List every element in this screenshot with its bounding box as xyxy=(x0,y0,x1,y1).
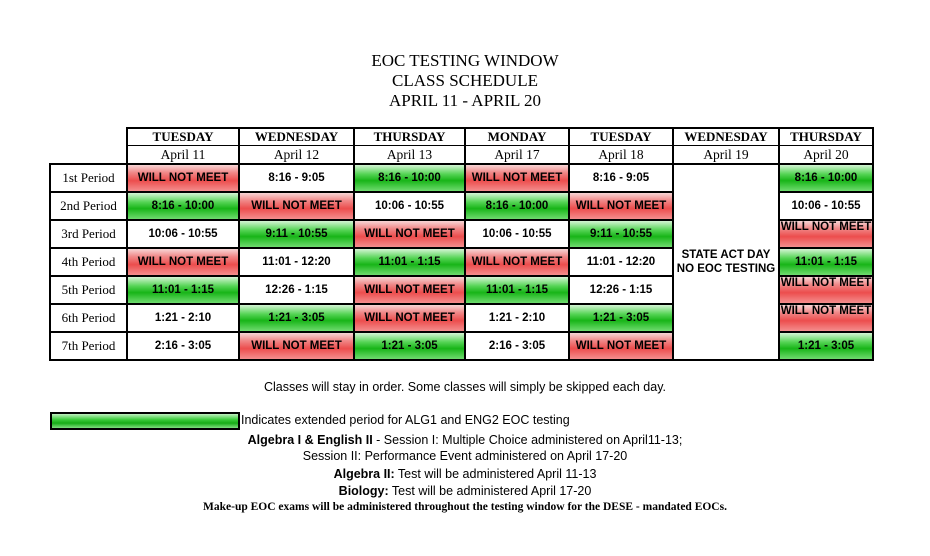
info-line-alg2 xyxy=(0,466,930,482)
schedule-cell: 9:11 - 10:55 xyxy=(569,220,673,248)
schedule-cell: WILL NOT MEET xyxy=(239,332,354,360)
schedule-cell: 8:16 - 10:00 xyxy=(127,192,239,220)
period-label: 2nd Period xyxy=(50,192,127,220)
date-header: April 12 xyxy=(239,146,354,165)
schedule-cell: WILL NOT MEET xyxy=(465,248,569,276)
info-text: Test will be administered April 11-13 xyxy=(394,467,597,481)
schedule-cell: 11:01 - 1:15 xyxy=(779,248,873,276)
schedule-cell: 11:01 - 12:20 xyxy=(569,248,673,276)
schedule-cell xyxy=(779,220,873,248)
schedule-cell: 10:06 - 10:55 xyxy=(465,220,569,248)
date-header: April 13 xyxy=(354,146,465,165)
day-header: TUESDAY xyxy=(569,128,673,146)
info-line-biology xyxy=(0,483,930,499)
corner-cell xyxy=(50,146,127,165)
schedule-cell: WILL NOT MEET xyxy=(354,304,465,332)
date-header-row xyxy=(50,146,873,165)
date-header: April 19 xyxy=(673,146,779,165)
date-header: April 11 xyxy=(127,146,239,165)
schedule-cell: 8:16 - 10:00 xyxy=(465,192,569,220)
period-label: 4th Period xyxy=(50,248,127,276)
day-header: WEDNESDAY xyxy=(239,128,354,146)
footer-note: Make-up EOC exams will be administered throughout the testing window for the DESE - mandated EOCs. xyxy=(203,501,727,513)
period-label: 3rd Period xyxy=(50,220,127,248)
schedule-cell: 8:16 - 10:00 xyxy=(779,164,873,192)
info-label: Algebra I & English II xyxy=(247,433,373,447)
day-header-row xyxy=(50,128,873,146)
title-line-3: APRIL 11 - APRIL 20 xyxy=(388,91,542,110)
schedule-cell: 8:16 - 9:05 xyxy=(569,164,673,192)
day-header: TUESDAY xyxy=(127,128,239,146)
cell-text: WILL NOT MEET xyxy=(780,277,872,289)
state-act-day-cell xyxy=(673,164,779,360)
schedule-cell: 1:21 - 3:05 xyxy=(569,304,673,332)
schedule-cell xyxy=(779,276,873,304)
schedule-cell: 10:06 - 10:55 xyxy=(354,192,465,220)
date-header: April 17 xyxy=(465,146,569,165)
schedule-cell: 8:16 - 10:00 xyxy=(354,164,465,192)
schedule-note: Classes will stay in order. Some classes will simply be skipped each day. xyxy=(263,380,666,394)
schedule-cell: WILL NOT MEET xyxy=(127,248,239,276)
cell-text: WILL NOT MEET xyxy=(780,221,872,233)
info-text: Test will be administered April 17-20 xyxy=(388,484,592,498)
title-line-2: CLASS SCHEDULE xyxy=(392,71,538,90)
period-label: 7th Period xyxy=(50,332,127,360)
period-row xyxy=(50,164,873,192)
info-line-alg1-eng2 xyxy=(0,432,930,448)
date-header: April 18 xyxy=(569,146,673,165)
schedule-cell: 11:01 - 1:15 xyxy=(127,276,239,304)
schedule-cell: 11:01 - 12:20 xyxy=(239,248,354,276)
legend-swatch-green xyxy=(50,412,240,430)
cell-text: WILL NOT MEET xyxy=(780,305,872,317)
info-text: - Session I: Multiple Choice administered on April11-13; xyxy=(372,433,683,447)
schedule-cell: 2:16 - 3:05 xyxy=(127,332,239,360)
schedule-cell: 12:26 - 1:15 xyxy=(239,276,354,304)
schedule-table xyxy=(49,127,874,361)
schedule-cell: WILL NOT MEET xyxy=(465,164,569,192)
legend-text: Indicates extended period for ALG1 and ENG2 EOC testing xyxy=(241,413,570,427)
schedule-cell: 1:21 - 3:05 xyxy=(354,332,465,360)
corner-cell xyxy=(50,128,127,146)
day-header: THURSDAY xyxy=(779,128,873,146)
day-header: THURSDAY xyxy=(354,128,465,146)
schedule-cell: 2:16 - 3:05 xyxy=(465,332,569,360)
schedule-cell: 1:21 - 2:10 xyxy=(127,304,239,332)
period-rows xyxy=(50,164,873,360)
schedule-cell xyxy=(779,304,873,332)
schedule-cell: WILL NOT MEET xyxy=(354,220,465,248)
schedule-cell: WILL NOT MEET xyxy=(569,332,673,360)
merged-line-1: STATE ACT DAY xyxy=(681,249,771,261)
schedule-cell: 1:21 - 3:05 xyxy=(239,304,354,332)
schedule-cell: 10:06 - 10:55 xyxy=(779,192,873,220)
day-header: MONDAY xyxy=(465,128,569,146)
day-header: WEDNESDAY xyxy=(673,128,779,146)
schedule-cell: 1:21 - 2:10 xyxy=(465,304,569,332)
schedule-cell: WILL NOT MEET xyxy=(239,192,354,220)
period-label: 6th Period xyxy=(50,304,127,332)
info-label: Biology: xyxy=(338,484,389,498)
schedule-cell: 12:26 - 1:15 xyxy=(569,276,673,304)
schedule-cell: 10:06 - 10:55 xyxy=(127,220,239,248)
merged-line-2: NO EOC TESTING xyxy=(676,263,776,275)
period-label: 1st Period xyxy=(50,164,127,192)
schedule-cell: WILL NOT MEET xyxy=(127,164,239,192)
schedule-cell: 9:11 - 10:55 xyxy=(239,220,354,248)
schedule-cell: 11:01 - 1:15 xyxy=(465,276,569,304)
period-label: 5th Period xyxy=(50,276,127,304)
title-line-1: EOC TESTING WINDOW xyxy=(371,51,559,70)
schedule-cell: 8:16 - 9:05 xyxy=(239,164,354,192)
info-line-session2: Session II: Performance Event administered on April 17-20 xyxy=(302,449,628,463)
info-label: Algebra II: xyxy=(333,467,395,481)
schedule-cell: 1:21 - 3:05 xyxy=(779,332,873,360)
schedule-cell: WILL NOT MEET xyxy=(569,192,673,220)
schedule-cell: WILL NOT MEET xyxy=(354,276,465,304)
date-header: April 20 xyxy=(779,146,873,165)
schedule-cell: 11:01 - 1:15 xyxy=(354,248,465,276)
